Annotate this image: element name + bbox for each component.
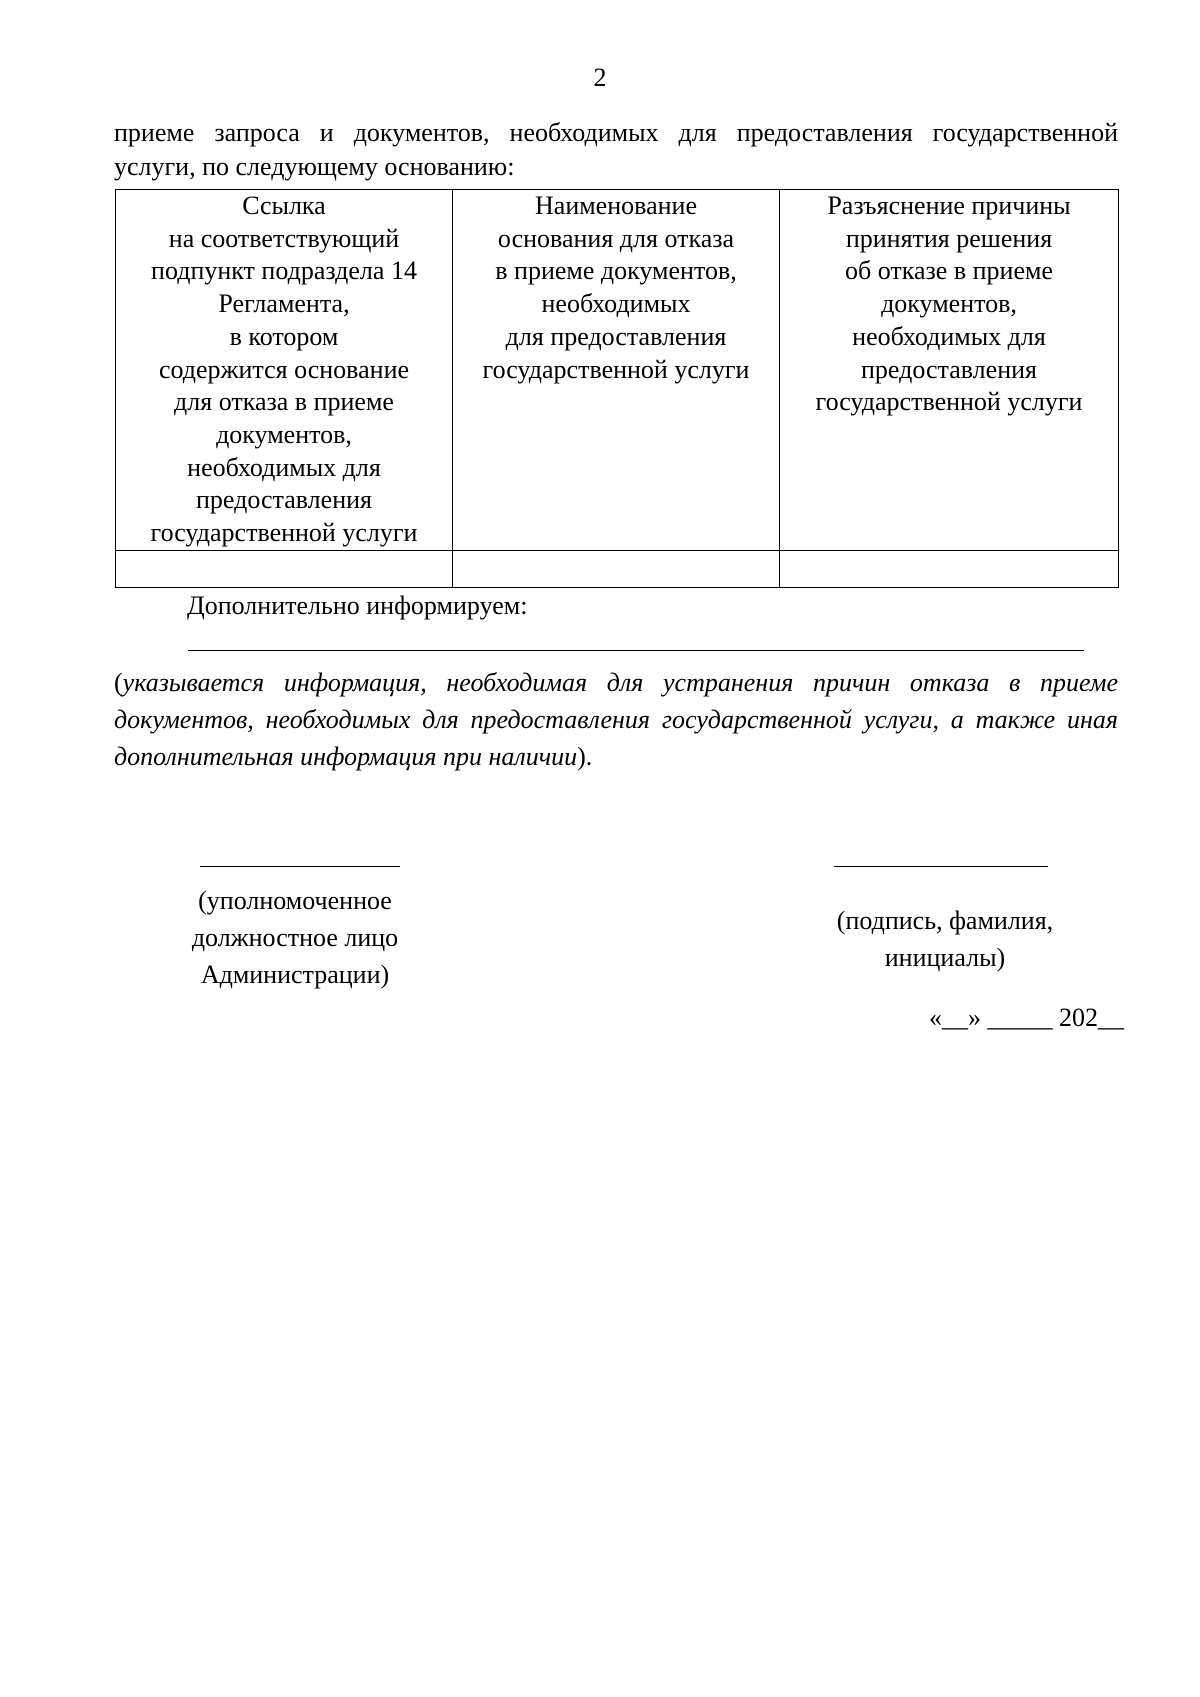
header-reason-name: Наименование основания для отказа в приеме документов, необходимых для предоставления государственной услуги [453,190,780,551]
note-italic-text: указывается информация, необходимая для устранения причин отказа в приеме документов, необходимых для предоставления государственной услуги, а также иная дополнительная информация при наличии [114,668,1118,771]
additional-info-label: Дополнительно информируем: [187,591,528,620]
table-cell [453,551,780,588]
refusal-reasons-table [115,189,1119,588]
note-open-paren: ( [114,668,123,697]
date-field: «__» _____ 202__ [929,1003,1124,1032]
additional-info-blank-line [188,650,1084,651]
intro-line-1: приеме запроса и документов, необходимых для предоставления государственной [114,118,1118,147]
page-number: 2 [593,63,607,92]
table-cell [780,551,1119,588]
header-explanation: Разъяснение причины принятия решения об отказе в приеме документов, необходимых для предоставления государственной услуги [780,190,1119,551]
note-close-paren: ). [577,742,593,771]
signature-caption: (подпись, фамилия, инициалы) [836,906,1054,972]
table-cell [116,551,453,588]
official-caption: (уполномоченное должностное лицо Администрации) [191,886,399,989]
table-row [116,551,1119,588]
intro-line-2: услуги, по следующему основанию: [114,152,515,181]
header-reference: Ссылка на соответствующий подпункт подраздела 14 Регламента, в котором содержится основание для отказа в приеме документов, необходимых для предоставления государственной услуги [116,190,453,551]
intro-paragraph [114,116,1118,184]
additional-info-note [114,664,1118,775]
table-header-row [116,190,1119,551]
official-signature-line [200,866,400,867]
signature-name-line [834,866,1048,867]
